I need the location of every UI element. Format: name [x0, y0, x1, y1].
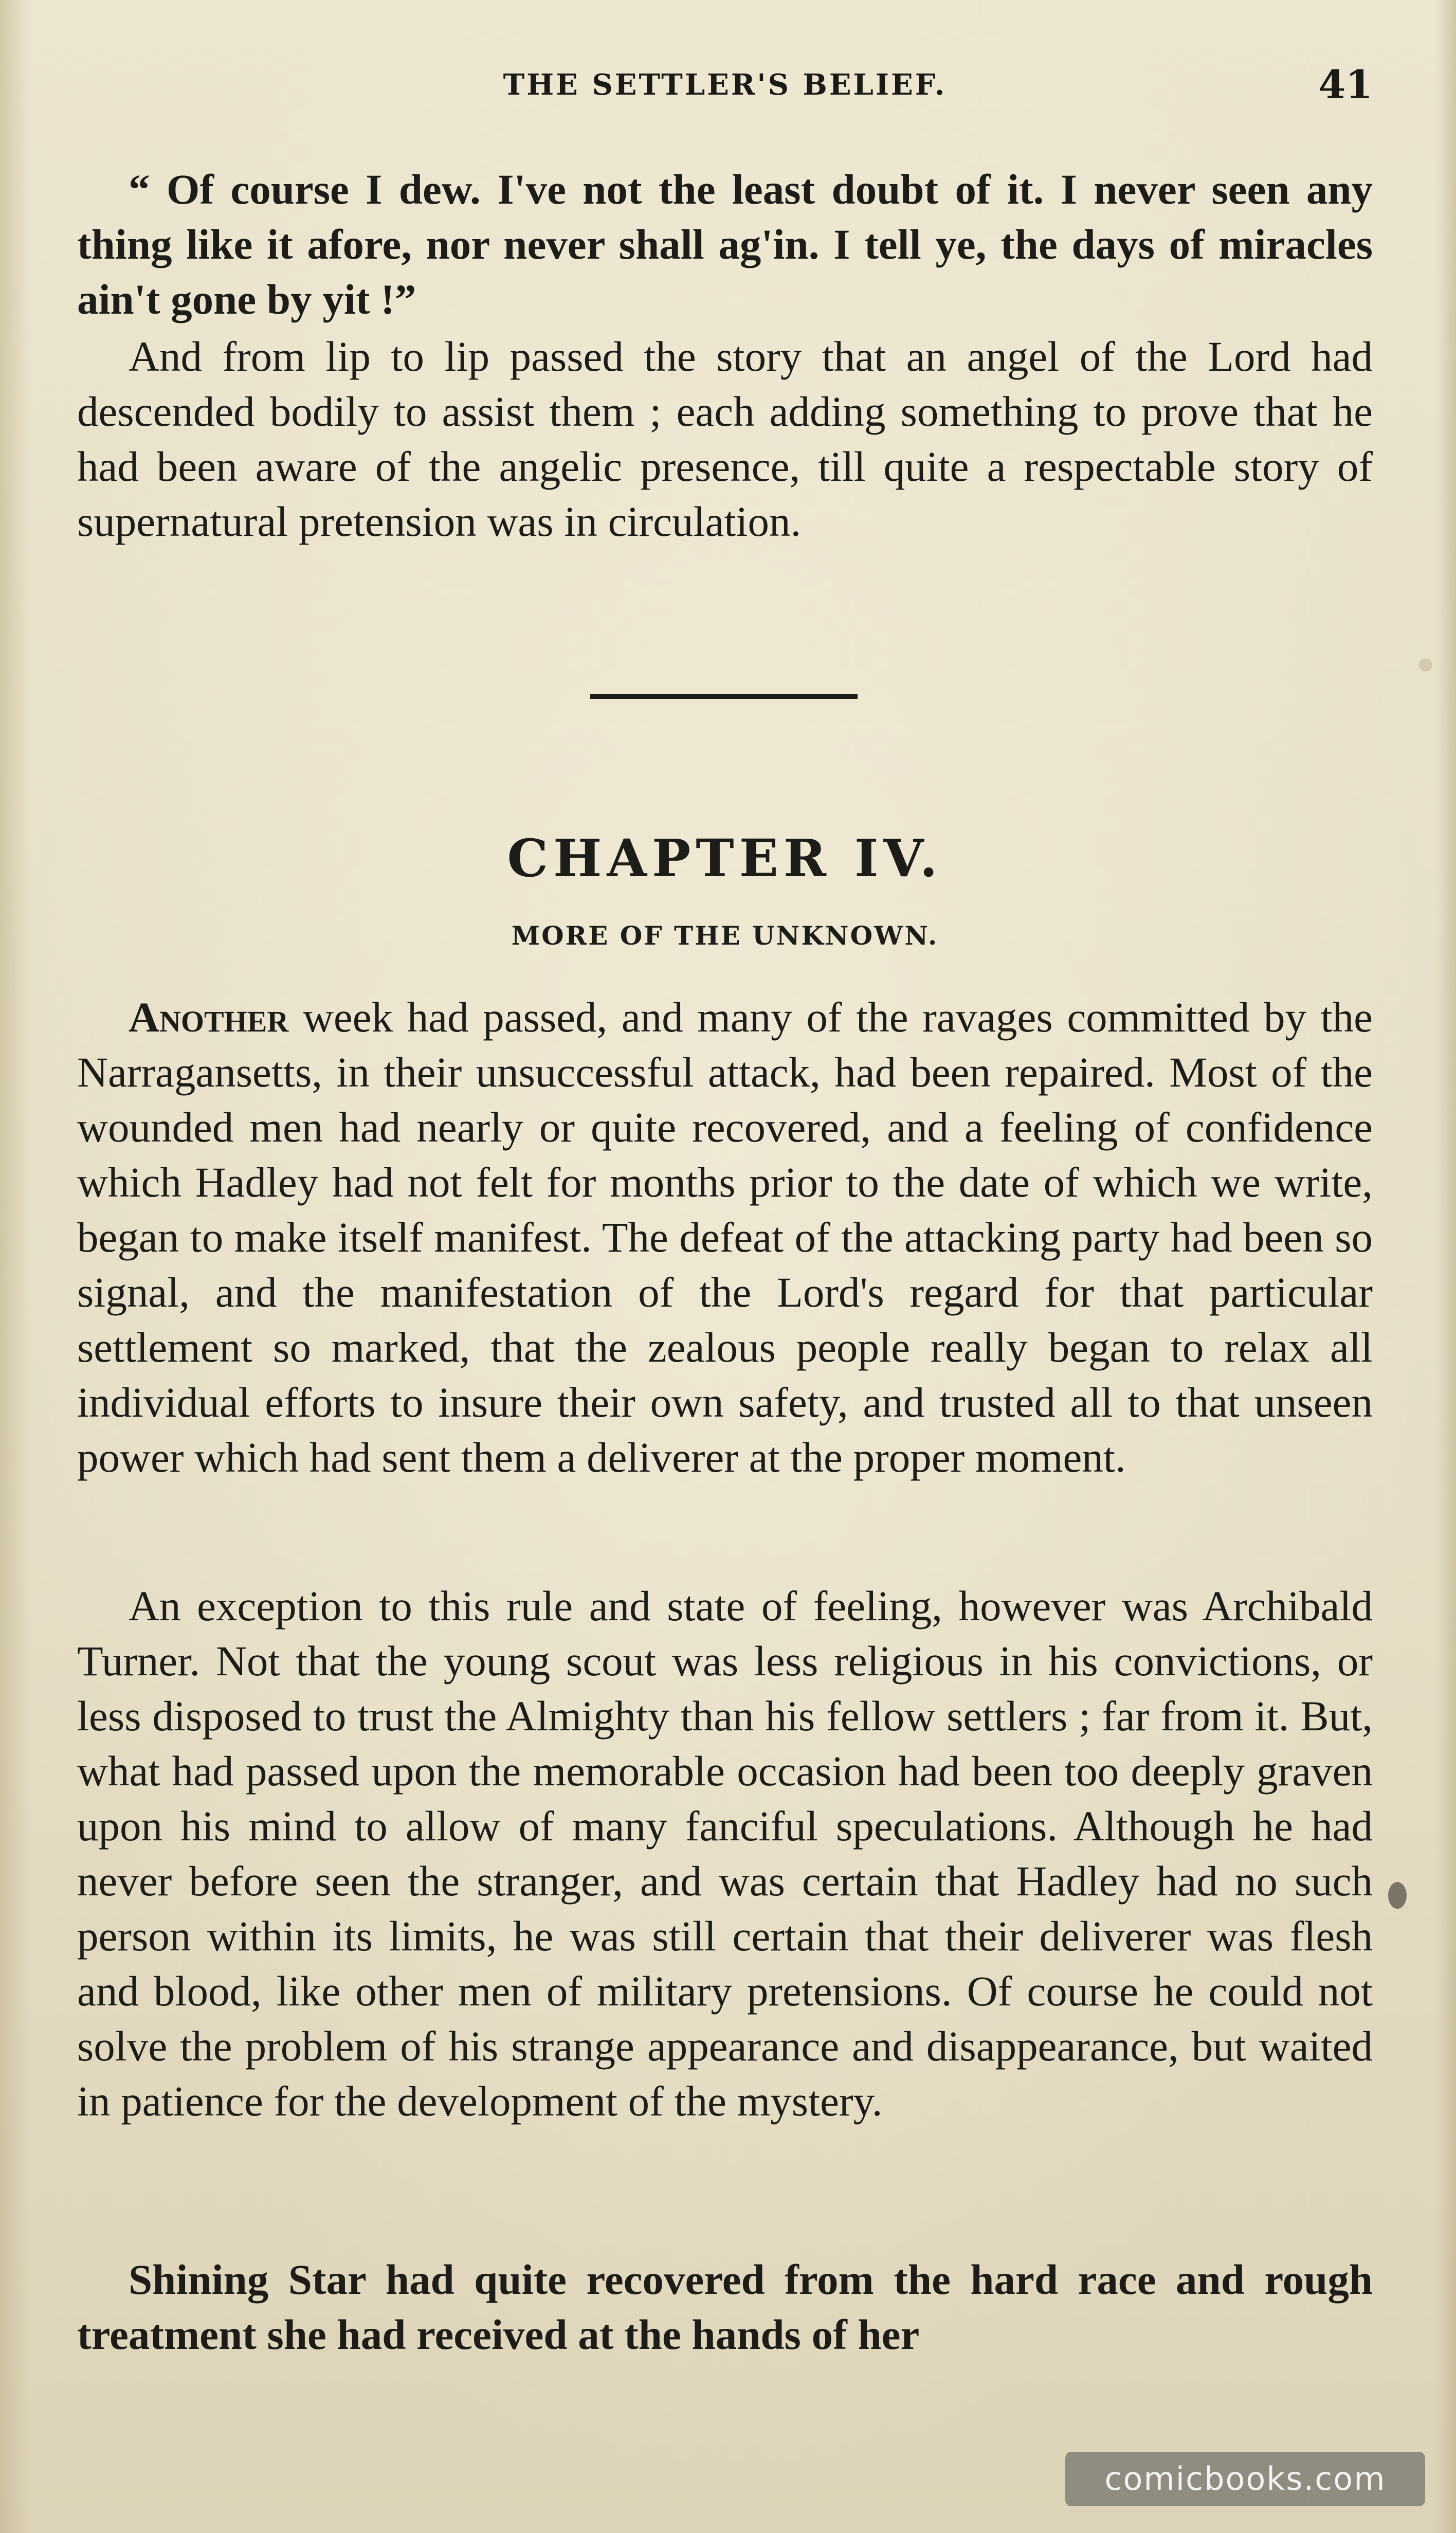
paragraph-quote: “ Of course I dew. I've not the least doubt of it. I never seen any thing like it afore, nor never shall ag'in. I tell ye, the days of miracles ain't gone by yit !”	[77, 166, 1373, 323]
paragraph-another-week	[77, 990, 1373, 1485]
paragraph-shining-star: Shining Star had quite recovered from the hard race and rough treatment she had received at the hands of her	[77, 2256, 1373, 2358]
section-divider-rule	[590, 694, 858, 699]
paragraph-angel-story: And from lip to lip passed the story that an angel of the Lord had descended bodily to assist them ; each adding something to prove that he had been aware of the angelic presence, till quite a respectable story of supernatural pretension was in circulation.	[77, 333, 1373, 545]
paragraph-exception: An exception to this rule and state of feeling, however was Archibald Turner. Not that the young scout was less religious in his convictions, or less disposed to trust the Almighty than his fellow settlers ; far from it. But, what had passed upon the memorable occasion had been too deeply graven upon his mind to allow of many fanciful speculations. Although he had never before seen the stranger, and was certain that Hadley had no such person within its limits, he was still certain that their deliverer was flesh and blood, like other men of military pretensions. Of course he could not solve the problem of his strange appearance and disappearance, but waited in patience for the development of the mystery.	[77, 1582, 1373, 2125]
paper-spot	[1419, 658, 1432, 672]
running-title: THE SETTLER'S BELIEF.	[503, 68, 947, 102]
paper-spot	[1388, 1882, 1407, 1909]
page-edge-shadow-left	[0, 0, 31, 2533]
page-edge-shadow-right	[1435, 0, 1456, 2533]
chapter-subtitle: MORE OF THE UNKNOWN.	[511, 920, 939, 951]
watermark-label: comicbooks.com	[1065, 2452, 1425, 2506]
running-head	[77, 62, 1373, 118]
chapter-heading: CHAPTER IV.	[507, 828, 943, 889]
paragraph-body: week had passed, and many of the ravages committed by the Narragansetts, in their unsuccessful attack, had been repaired. Most of the wounded men had nearly or quite recovered, and a feeling of confidence which Hadley had not felt for months prior to the date of which we write, began to make itself manifest. The defeat of the attacking party had been so signal, and the manifestation of the Lord's regard for that particular settlement so marked, that the zealous people really began to relax all individual efforts to insure their own safety, and trusted all to that unseen power which had sent them a deliverer at the proper moment.	[77, 993, 1373, 1481]
page-number: 41	[1318, 62, 1373, 107]
paragraph-lead-word: Another	[129, 993, 289, 1041]
